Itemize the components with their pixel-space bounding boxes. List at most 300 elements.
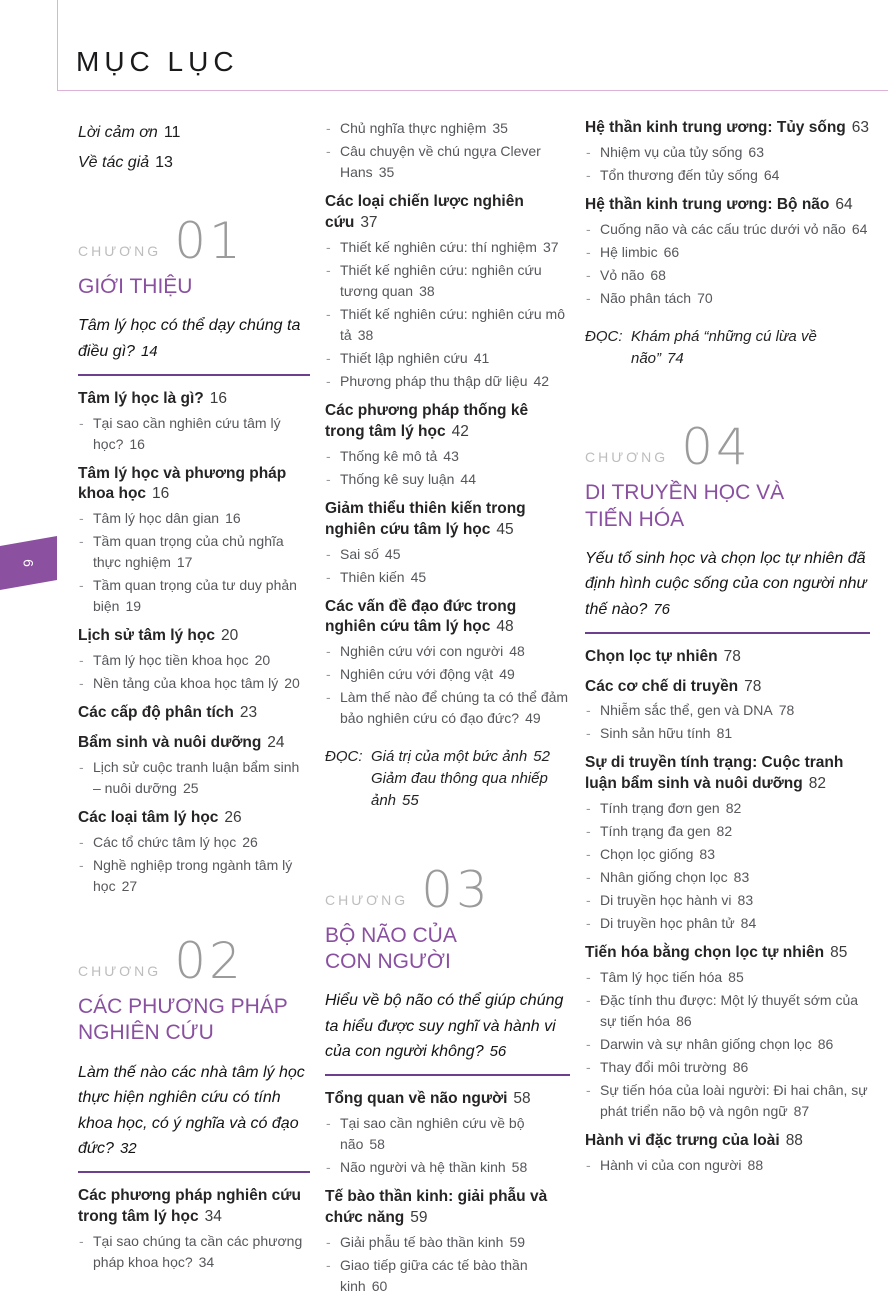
toc-section-entry <box>585 753 870 795</box>
toc-section-entry <box>325 401 570 443</box>
page-number-ref: 88 <box>785 1132 803 1150</box>
toc-sub-entry <box>325 687 570 729</box>
dash-bullet: - <box>326 545 331 562</box>
toc-column-3 <box>585 118 870 1297</box>
toc-sub-entry <box>585 990 870 1032</box>
page-number-ref: 83 <box>699 846 715 863</box>
dash-bullet: - <box>326 305 331 322</box>
toc-sub-entry <box>585 1057 870 1078</box>
section-title: Tâm lý học và phương pháp khoa học <box>78 464 287 503</box>
sub-entry-label: Tại sao cần nghiên cứu tâm lý học? <box>93 414 281 452</box>
toc-sub-entry <box>325 469 570 490</box>
toc-section-entry <box>585 195 870 216</box>
page-number-ref: 16 <box>225 510 241 527</box>
section-title: Bẩm sinh và nuôi dưỡng <box>78 734 262 752</box>
dash-bullet: - <box>79 1232 84 1249</box>
toc-sub-entry <box>585 1080 870 1122</box>
sub-entry-label: Nhiễm sắc thể, gen và DNA <box>600 702 773 719</box>
chapter-intro-question <box>585 546 870 634</box>
toc-sub-entry <box>78 508 310 529</box>
toc-sub-entry <box>585 913 870 934</box>
read-entry-label: Giá trị của một bức ảnh <box>371 748 528 766</box>
toc-section-entry <box>78 1186 310 1228</box>
chapter-title-line: BỘ NÃO CỦA <box>325 923 457 947</box>
page-number-ref: 66 <box>663 243 680 260</box>
page-number-ref: 88 <box>747 1157 764 1174</box>
read-label: ĐỌC: <box>585 327 623 345</box>
chapter-label: CHƯƠNG <box>78 243 162 260</box>
dash-bullet: - <box>586 289 591 306</box>
section-title: Các cơ chế di truyền <box>585 677 739 695</box>
dash-bullet: - <box>79 834 84 851</box>
dash-bullet: - <box>586 823 591 840</box>
sub-entry-label: Giải phẫu tế bào thần kinh <box>340 1233 504 1250</box>
sub-entry-label: Tại sao cần nghiên cứu về bộ não <box>340 1114 525 1152</box>
page-number-ref: 20 <box>254 652 271 669</box>
page-number-ref: 35 <box>378 164 395 180</box>
page-number-ref: 78 <box>744 677 762 695</box>
page-title: MỤC LỤC <box>76 46 239 77</box>
chapter-number-row <box>78 212 310 271</box>
page-number-ref: 16 <box>152 485 170 503</box>
chapter-number-row <box>585 418 870 477</box>
toc-sub-entry <box>78 531 310 573</box>
section-title: Các phương pháp nghiên cứu trong tâm lý học <box>78 1186 301 1225</box>
toc-sub-entry <box>78 413 310 455</box>
toc-sub-entry <box>325 641 570 662</box>
sub-entry-label: Hệ limbic <box>600 243 658 260</box>
page-number-ref: 87 <box>793 1103 810 1120</box>
dash-bullet: - <box>326 568 331 585</box>
toc-sub-entry <box>585 1155 870 1176</box>
section-title: Giảm thiểu thiên kiến trong nghiên cứu tâm lý học <box>325 499 526 538</box>
sub-entry-label: Nền tảng của khoa học tâm lý <box>93 675 279 692</box>
toc-sub-entry <box>325 237 570 258</box>
section-title: Các vấn đề đạo đức trong nghiên cứu tâm lý học <box>325 597 517 636</box>
page-number-ref: 37 <box>360 213 378 231</box>
chapter-intro-question <box>78 1060 310 1173</box>
read-label: ĐỌC: <box>325 748 363 766</box>
sub-entry-label: Nhiệm vụ của tủy sống <box>600 143 743 160</box>
read-entry-line <box>325 746 570 768</box>
page-number-ref: 64 <box>835 195 853 213</box>
chapter-number: 04 <box>681 418 751 477</box>
page-number-ref: 44 <box>460 470 476 487</box>
page-number-ref: 76 <box>653 601 670 619</box>
page-number-ref: 24 <box>267 734 285 752</box>
sub-entry-label: Não phân tách <box>600 289 692 306</box>
sub-entry-label: Thống kê mô tả <box>340 447 438 464</box>
page-number-ref: 63 <box>851 119 870 136</box>
section-title: Hệ thần kinh trung ương: Bộ não <box>585 195 830 213</box>
chapter-heading <box>325 860 570 976</box>
dash-bullet: - <box>586 143 591 160</box>
sub-entry-label: Lịch sử cuộc tranh luận bẩm sinh – nuôi dưỡng <box>93 759 300 797</box>
section-title: Các phương pháp thống kê trong tâm lý học <box>325 401 529 440</box>
chapter-intro-question <box>325 988 570 1076</box>
intro-question-text: Hiểu về bộ não có thể giúp chúng ta hiểu được suy nghĩ và hành vi của con người không? <box>325 992 564 1061</box>
toc-sub-entry <box>585 890 870 911</box>
intro-question-text: Tâm lý học có thể dạy chúng ta điều gì? <box>78 317 301 361</box>
front-matter-label: Lời cảm ơn <box>78 124 158 141</box>
page-number-ref: 86 <box>817 1036 834 1053</box>
toc-section-entry <box>78 733 310 754</box>
page-number-ref: 20 <box>220 627 239 645</box>
dash-bullet: - <box>326 689 331 706</box>
page-number-ref: 14 <box>140 343 158 361</box>
sub-entry-label: Tổn thương đến tủy sống <box>600 166 758 183</box>
page-number-ref: 74 <box>667 349 684 367</box>
header-vertical-rule <box>57 0 58 90</box>
dash-bullet: - <box>326 447 331 464</box>
toc-section-entry <box>585 118 870 139</box>
page-number-ref: 56 <box>489 1043 507 1061</box>
dash-bullet: - <box>326 372 331 389</box>
toc-sub-entry <box>325 544 570 565</box>
chapter-title <box>585 480 870 533</box>
section-title: Tiến hóa bằng chọn lọc tự nhiên <box>585 944 825 962</box>
dash-bullet: - <box>326 643 331 660</box>
section-title: Chọn lọc tự nhiên <box>585 647 718 665</box>
page-number-ref: 13 <box>155 153 173 171</box>
page-number-ref: 59 <box>509 1233 526 1250</box>
toc-sub-entry <box>325 260 570 302</box>
dash-bullet: - <box>586 266 591 283</box>
toc-sub-entry <box>78 575 310 617</box>
sub-entry-label: Thiết kế nghiên cứu: nghiên cứu tương quan <box>340 261 542 299</box>
toc-sub-entry <box>78 855 310 897</box>
page-number-ref: 82 <box>808 775 826 793</box>
sub-entry-label: Các tổ chức tâm lý học <box>93 834 237 851</box>
section-title: Tâm lý học là gì? <box>78 389 204 407</box>
section-title: Hệ thần kinh trung ương: Tủy sống <box>585 119 846 136</box>
dash-bullet: - <box>586 800 591 817</box>
dash-bullet: - <box>586 969 591 986</box>
toc-section-entry <box>585 677 870 698</box>
toc-sub-entry <box>585 242 870 263</box>
front-matter-label: Về tác giả <box>78 153 150 171</box>
page-number-ref: 64 <box>851 220 868 237</box>
toc-section-entry <box>78 703 310 724</box>
sub-entry-label: Thiết lập nghiên cứu <box>340 349 468 366</box>
page-number-ref: 85 <box>728 969 744 986</box>
dash-bullet: - <box>586 846 591 863</box>
chapter-title-line: GIỚI THIỆU <box>78 275 193 299</box>
toc-sub-entry <box>585 700 870 721</box>
chapter-number: 03 <box>421 860 491 919</box>
toc-section-entry <box>325 1089 570 1110</box>
dash-bullet: - <box>79 675 84 692</box>
page-number-ref: 78 <box>778 702 795 719</box>
chapter-title <box>325 923 570 976</box>
page-number-ref: 41 <box>473 349 490 366</box>
toc-section-entry <box>585 943 870 964</box>
front-matter-item <box>78 148 310 178</box>
read-entry-line <box>325 768 570 812</box>
page-number-ref: 17 <box>176 554 193 571</box>
sub-entry-label: Thiết kế nghiên cứu: nghiên cứu mô tả <box>340 305 565 343</box>
page-number-ref: 32 <box>119 1140 137 1158</box>
chapter-title-line: DI TRUYỀN HỌC VÀ <box>585 481 785 505</box>
sub-entry-label: Cuống não và các cấu trúc dưới vỏ não <box>600 220 846 237</box>
toc-sub-entry <box>585 219 870 240</box>
sub-entry-label: Câu chuyện về chú ngựa Clever Hans <box>340 143 541 180</box>
page-number-ref: 45 <box>410 568 427 585</box>
toc-sub-entry <box>78 1231 310 1273</box>
toc-sub-entry <box>585 165 870 186</box>
toc-sub-entry <box>325 371 570 392</box>
page-number-ref: 55 <box>402 791 419 809</box>
toc-sub-entry <box>585 265 870 286</box>
dash-bullet: - <box>586 992 591 1009</box>
toc-sub-entry <box>325 1113 570 1155</box>
header-horizontal-rule <box>57 90 888 91</box>
sub-entry-label: Đặc tính thu được: Một lý thuyết sớm của sự tiến hóa <box>600 992 859 1030</box>
sub-entry-label: Hành vi của con người <box>600 1157 742 1174</box>
page-number-ref: 26 <box>224 809 242 827</box>
toc-sub-entry <box>585 867 870 888</box>
toc-sub-entry <box>78 832 310 853</box>
page-number-ref: 48 <box>496 618 514 636</box>
toc-sub-entry <box>325 1232 570 1253</box>
page-number: 6 <box>20 559 37 567</box>
toc-section-entry <box>585 647 870 668</box>
sub-entry-label: Tâm lý học tiền khoa học <box>93 652 249 669</box>
sub-entry-label: Sai số <box>340 545 379 562</box>
dash-bullet: - <box>586 220 591 237</box>
sub-entry-label: Tính trạng đa gen <box>600 823 711 840</box>
dash-bullet: - <box>79 577 84 594</box>
dash-bullet: - <box>586 166 591 183</box>
toc-section-entry <box>78 626 310 647</box>
chapter-number: 01 <box>174 212 244 271</box>
chapter-number-row <box>78 932 310 991</box>
dash-bullet: - <box>586 725 591 742</box>
toc-column-2 <box>325 118 570 1297</box>
page-number-ref: 83 <box>737 892 754 909</box>
dash-bullet: - <box>326 1233 331 1250</box>
page-number-ref: 35 <box>492 120 508 136</box>
page-number-ref: 82 <box>716 823 733 840</box>
section-title: Các cấp độ phân tích <box>78 704 234 722</box>
dash-bullet: - <box>326 349 331 366</box>
page-number-ref: 23 <box>239 704 258 722</box>
dash-bullet: - <box>326 1158 331 1175</box>
chapter-title-line: CÁC PHƯƠNG PHÁP <box>78 995 288 1019</box>
sub-entry-label: Chọn lọc giống <box>600 846 694 863</box>
page-number-ref: 11 <box>163 124 181 141</box>
front-matter <box>78 118 310 177</box>
toc-sub-entry <box>585 798 870 819</box>
dash-bullet: - <box>586 1059 591 1076</box>
dash-bullet: - <box>79 510 84 527</box>
sub-entry-label: Chủ nghĩa thực nghiệm <box>340 120 487 136</box>
toc-sub-entry <box>78 673 310 694</box>
toc-section-entry <box>325 1187 570 1229</box>
page-number-ref: 25 <box>182 780 199 797</box>
page-number-ref: 16 <box>129 435 145 452</box>
page-number-ref: 60 <box>371 1277 388 1294</box>
chapter-heading <box>78 212 310 300</box>
toc-sub-entry <box>78 650 310 671</box>
intro-question-text: Làm thế nào các nhà tâm lý học thực hiện nghiên cứu có tính khoa học, có ý nghĩa và có đạo đức? <box>78 1063 305 1158</box>
dash-bullet: - <box>326 143 331 159</box>
chapter-label: CHƯƠNG <box>325 891 409 908</box>
page-number-ref: 42 <box>533 372 550 389</box>
chapter-title <box>78 994 310 1047</box>
toc-sub-entry <box>325 348 570 369</box>
toc-sub-entry <box>325 141 570 183</box>
page-number-ref: 84 <box>740 915 757 932</box>
dash-bullet: - <box>326 261 331 278</box>
chapter-intro-question <box>78 313 310 375</box>
toc-sub-entry <box>325 304 570 346</box>
dash-bullet: - <box>79 759 84 776</box>
sub-entry-label: Darwin và sự nhân giống chọn lọc <box>600 1036 812 1053</box>
read-entry-line <box>585 326 870 370</box>
section-title: Các loại tâm lý học <box>78 809 219 827</box>
page-number-ref: 45 <box>384 545 401 562</box>
chapter-number: 02 <box>174 932 244 991</box>
sub-entry-label: Tâm lý học dân gian <box>93 510 220 527</box>
read-feature-entry <box>585 326 870 370</box>
page-number-ref: 58 <box>369 1135 385 1152</box>
page-number-ref: 86 <box>676 1013 692 1030</box>
page-number-ref: 45 <box>496 520 514 538</box>
page-number-ref: 49 <box>499 666 515 683</box>
page-number-ref: 27 <box>121 878 138 895</box>
chapter-label: CHƯƠNG <box>585 449 669 466</box>
dash-bullet: - <box>79 857 84 874</box>
section-title: Lịch sử tâm lý học <box>78 627 215 645</box>
page-number-ref: 48 <box>509 643 525 660</box>
dash-bullet: - <box>79 414 84 431</box>
page-number-tab <box>0 536 57 590</box>
page-number-ref: 43 <box>443 447 459 464</box>
section-title: Các loại chiến lược nghiên cứu <box>325 193 524 231</box>
toc-sub-entry <box>585 821 870 842</box>
dash-bullet: - <box>326 238 331 255</box>
chapter-label: CHƯƠNG <box>78 963 162 980</box>
page-number-ref: 63 <box>748 143 764 160</box>
page-number-ref: 86 <box>732 1059 749 1076</box>
toc-sub-entry <box>585 844 870 865</box>
sub-entry-label: Thiết kế nghiên cứu: thí nghiệm <box>340 238 537 255</box>
toc-sub-entry <box>325 446 570 467</box>
toc-section-entry <box>325 597 570 639</box>
intro-question-text: Yếu tố sinh học và chọn lọc tự nhiên đã định hình cuộc sống của con người như thế nào? <box>585 549 867 619</box>
sub-entry-label: Thống kê suy luận <box>340 470 455 487</box>
page-number-ref: 58 <box>511 1158 528 1175</box>
dash-bullet: - <box>586 1082 591 1099</box>
page-number-ref: 34 <box>204 1207 222 1225</box>
toc-sub-entry <box>585 1034 870 1055</box>
dash-bullet: - <box>586 892 591 909</box>
chapter-heading <box>585 418 870 533</box>
dash-bullet: - <box>586 1157 591 1174</box>
sub-entry-label: Làm thế nào để chúng ta có thể đảm bảo nghiên cứu có đạo đức? <box>340 689 569 727</box>
dash-bullet: - <box>586 1036 591 1053</box>
sub-entry-label: Sinh sản hữu tính <box>600 725 711 742</box>
page-number-ref: 42 <box>451 422 469 440</box>
page-number-ref: 85 <box>830 944 848 962</box>
section-title: Tổng quan về não người <box>325 1089 508 1107</box>
sub-entry-label: Não người và hệ thần kinh <box>340 1158 506 1175</box>
dash-bullet: - <box>586 915 591 932</box>
page-number-ref: 16 <box>209 389 227 407</box>
sub-entry-label: Tâm lý học tiến hóa <box>600 969 723 986</box>
sub-entry-label: Tại sao chúng ta cần các phương pháp khoa học? <box>93 1232 303 1270</box>
sub-entry-label: Tầm quan trọng của chủ nghĩa thực nghiệm <box>93 533 284 571</box>
dash-bullet: - <box>326 1114 331 1131</box>
dash-bullet: - <box>79 533 84 550</box>
toc-sub-entry <box>325 567 570 588</box>
page-number-ref: 52 <box>533 748 550 766</box>
section-title: Hành vi đặc trưng của loài <box>585 1132 780 1150</box>
toc-sub-entry <box>585 723 870 744</box>
toc-column-1 <box>78 118 310 1297</box>
page-number-ref: 81 <box>716 725 733 742</box>
sub-entry-label: Nghiên cứu với con người <box>340 643 504 660</box>
chapter-title-line: NGHIÊN CỨU <box>78 1021 214 1045</box>
sub-entry-label: Di truyền học phân tử <box>600 915 735 932</box>
toc-sub-entry <box>325 1157 570 1178</box>
page-number-ref: 37 <box>542 238 559 255</box>
read-entry-label: Khám phá “những cú lừa về não” <box>631 327 817 367</box>
page-number-ref: 83 <box>733 869 750 886</box>
toc-sub-entry <box>325 1255 570 1297</box>
toc-sub-entry <box>78 757 310 799</box>
page-number-ref: 49 <box>525 710 541 727</box>
read-entry-label: Giảm đau thông qua nhiếp ảnh <box>371 770 548 809</box>
dash-bullet: - <box>586 702 591 719</box>
sub-entry-label: Nghề nghiệp trong ngành tâm lý học <box>93 857 293 895</box>
dash-bullet: - <box>79 652 84 669</box>
dash-bullet: - <box>326 470 331 487</box>
sub-entry-label: Vỏ não <box>600 266 645 283</box>
sub-entry-label: Nhân giống chọn lọc <box>600 869 728 886</box>
section-title: Sự di truyền tính trạng: Cuộc tranh luận bẩm sinh và nuôi dưỡng <box>585 754 844 793</box>
page-number-ref: 82 <box>725 800 742 817</box>
sub-entry-label: Nghiên cứu với động vật <box>340 666 494 683</box>
dash-bullet: - <box>326 666 331 683</box>
chapter-heading <box>78 932 310 1047</box>
sub-entry-label: Tầm quan trọng của tư duy phản biện <box>93 577 297 615</box>
dash-bullet: - <box>586 869 591 886</box>
toc-section-entry <box>78 464 310 506</box>
toc-columns <box>78 118 870 1297</box>
toc-sub-entry <box>325 118 570 139</box>
sub-entry-label: Thiên kiến <box>340 568 405 585</box>
sub-entry-label: Tính trạng đơn gen <box>600 800 720 817</box>
sub-entry-label: Sự tiến hóa của loài người: Đi hai chân, sự phát triển não bộ và ngôn ngữ <box>600 1082 868 1120</box>
front-matter-item <box>78 118 310 148</box>
sub-entry-label: Giao tiếp giữa các tế bào thần kinh <box>340 1256 528 1294</box>
page-number-ref: 70 <box>697 289 713 306</box>
page-number-ref: 59 <box>410 1208 428 1226</box>
page-number-ref: 20 <box>284 675 300 692</box>
page-number-ref: 58 <box>513 1089 531 1107</box>
toc-section-entry <box>78 389 310 410</box>
page-number-ref: 19 <box>125 598 142 615</box>
toc-sub-entry <box>585 288 870 309</box>
sub-entry-label: Thay đổi môi trường <box>600 1059 727 1076</box>
chapter-title <box>78 274 310 300</box>
chapter-number-row <box>325 860 570 919</box>
toc-section-entry <box>325 499 570 541</box>
toc-sub-entry <box>325 664 570 685</box>
page-number-ref: 64 <box>763 166 780 183</box>
